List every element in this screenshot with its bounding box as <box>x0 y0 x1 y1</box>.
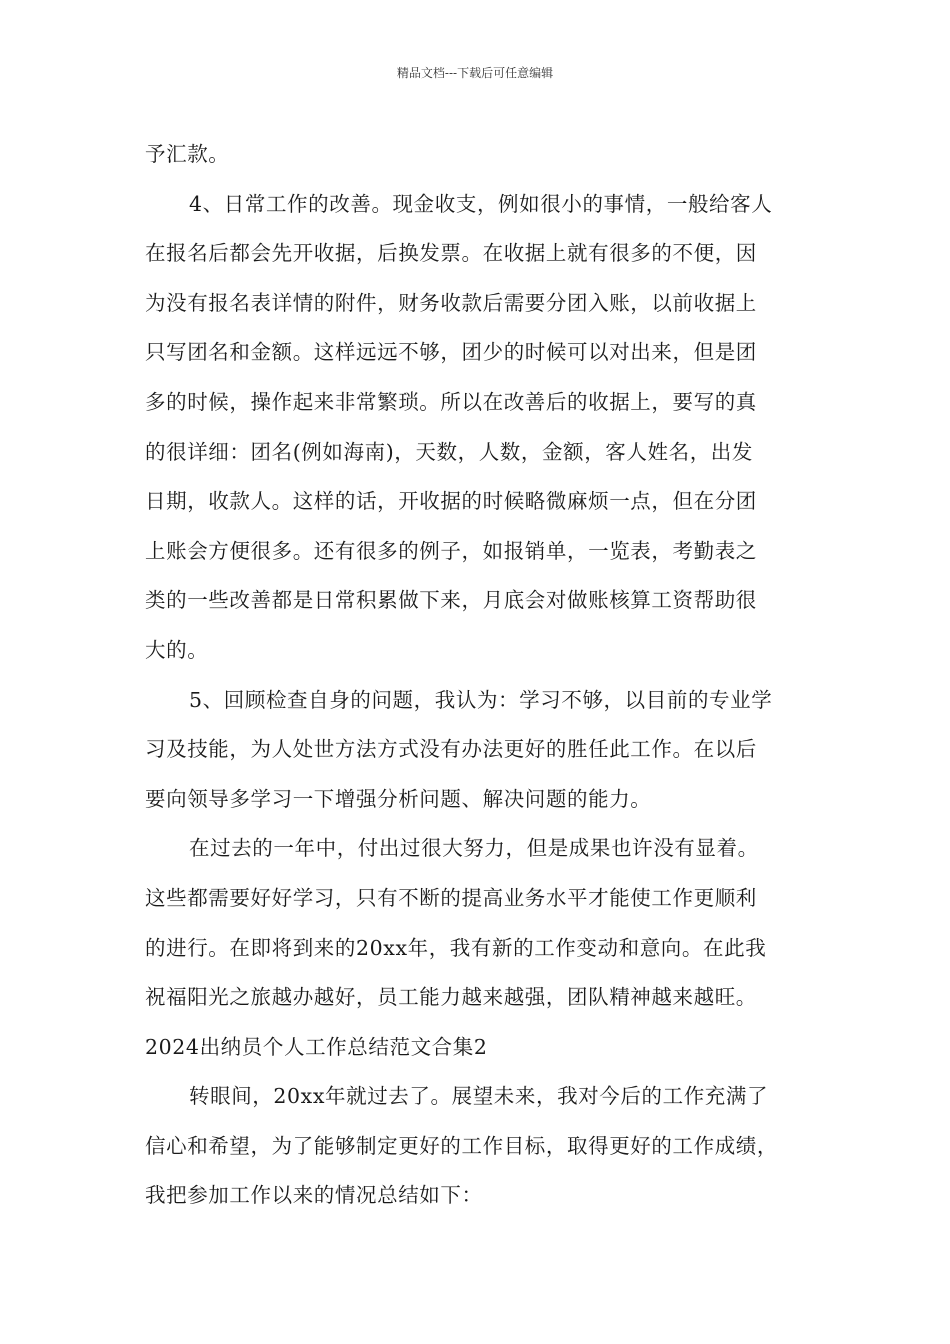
text-line: 只写团名和金额。这样远远不够，团少的时候可以对出来，但是团 <box>145 340 757 365</box>
text-line: 为没有报名表详情的附件，财务收款后需要分团入账，以前收据上 <box>145 290 757 315</box>
page-header: 精品文档---下载后可任意编辑 <box>396 66 554 80</box>
text-line: 要向领导多学习一下增强分析问题、解决问题的能力。 <box>145 786 652 811</box>
paragraph-start-line: 5、回顾检查自身的问题，我认为：学习不够，以目前的专业学 <box>189 687 773 712</box>
text-line: 予汇款。 <box>145 142 230 166</box>
text-line: 的进行。在即将到来的20xx年，我有新的工作变动和意向。在此我 <box>145 935 767 960</box>
paragraph-start-line: 4、日常工作的改善。现金收支，例如很小的事情，一般给客人 <box>189 191 773 216</box>
text-line: 这些都需要好好学习，只有不断的提高业务水平才能使工作更顺利 <box>145 885 757 910</box>
text-line: 我把参加工作以来的情况总结如下： <box>145 1183 483 1208</box>
text-line: 上账会方便很多。还有很多的例子，如报销单，一览表，考勤表之 <box>145 538 757 563</box>
text-line: 类的一些改善都是日常积累做下来，月底会对做账核算工资帮助很 <box>145 588 757 613</box>
text-line: 日期，收款人。这样的话，开收据的时候略微麻烦一点，但在分团 <box>145 489 757 514</box>
text-line: 多的时候，操作起来非常繁琐。所以在改善后的收据上，要写的真 <box>145 389 757 414</box>
text-line: 在报名后都会先开收据，后换发票。在收据上就有很多的不便，因 <box>145 241 757 266</box>
text-line: 祝福阳光之旅越办越好，员工能力越来越强，团队精神越来越旺。 <box>145 985 757 1010</box>
text-line: 习及技能，为人处世方法方式没有办法更好的胜任此工作。在以后 <box>145 737 757 762</box>
document-body <box>145 130 835 1221</box>
paragraph-start-line: 转眼间，20xx年就过去了。展望未来，我对今后的工作充满了 <box>189 1084 769 1109</box>
section-title: 2024出纳员个人工作总结范文合集2 <box>145 1034 488 1059</box>
paragraph-start-line: 在过去的一年中，付出过很大努力，但是成果也许没有显着。 <box>189 836 759 861</box>
text-line: 信心和希望，为了能够制定更好的工作目标，取得更好的工作成绩， <box>145 1133 778 1158</box>
text-line: 的很详细：团名(例如海南)，天数，人数，金额，客人姓名，出发 <box>145 439 753 464</box>
text-line: 大的。 <box>145 637 209 662</box>
